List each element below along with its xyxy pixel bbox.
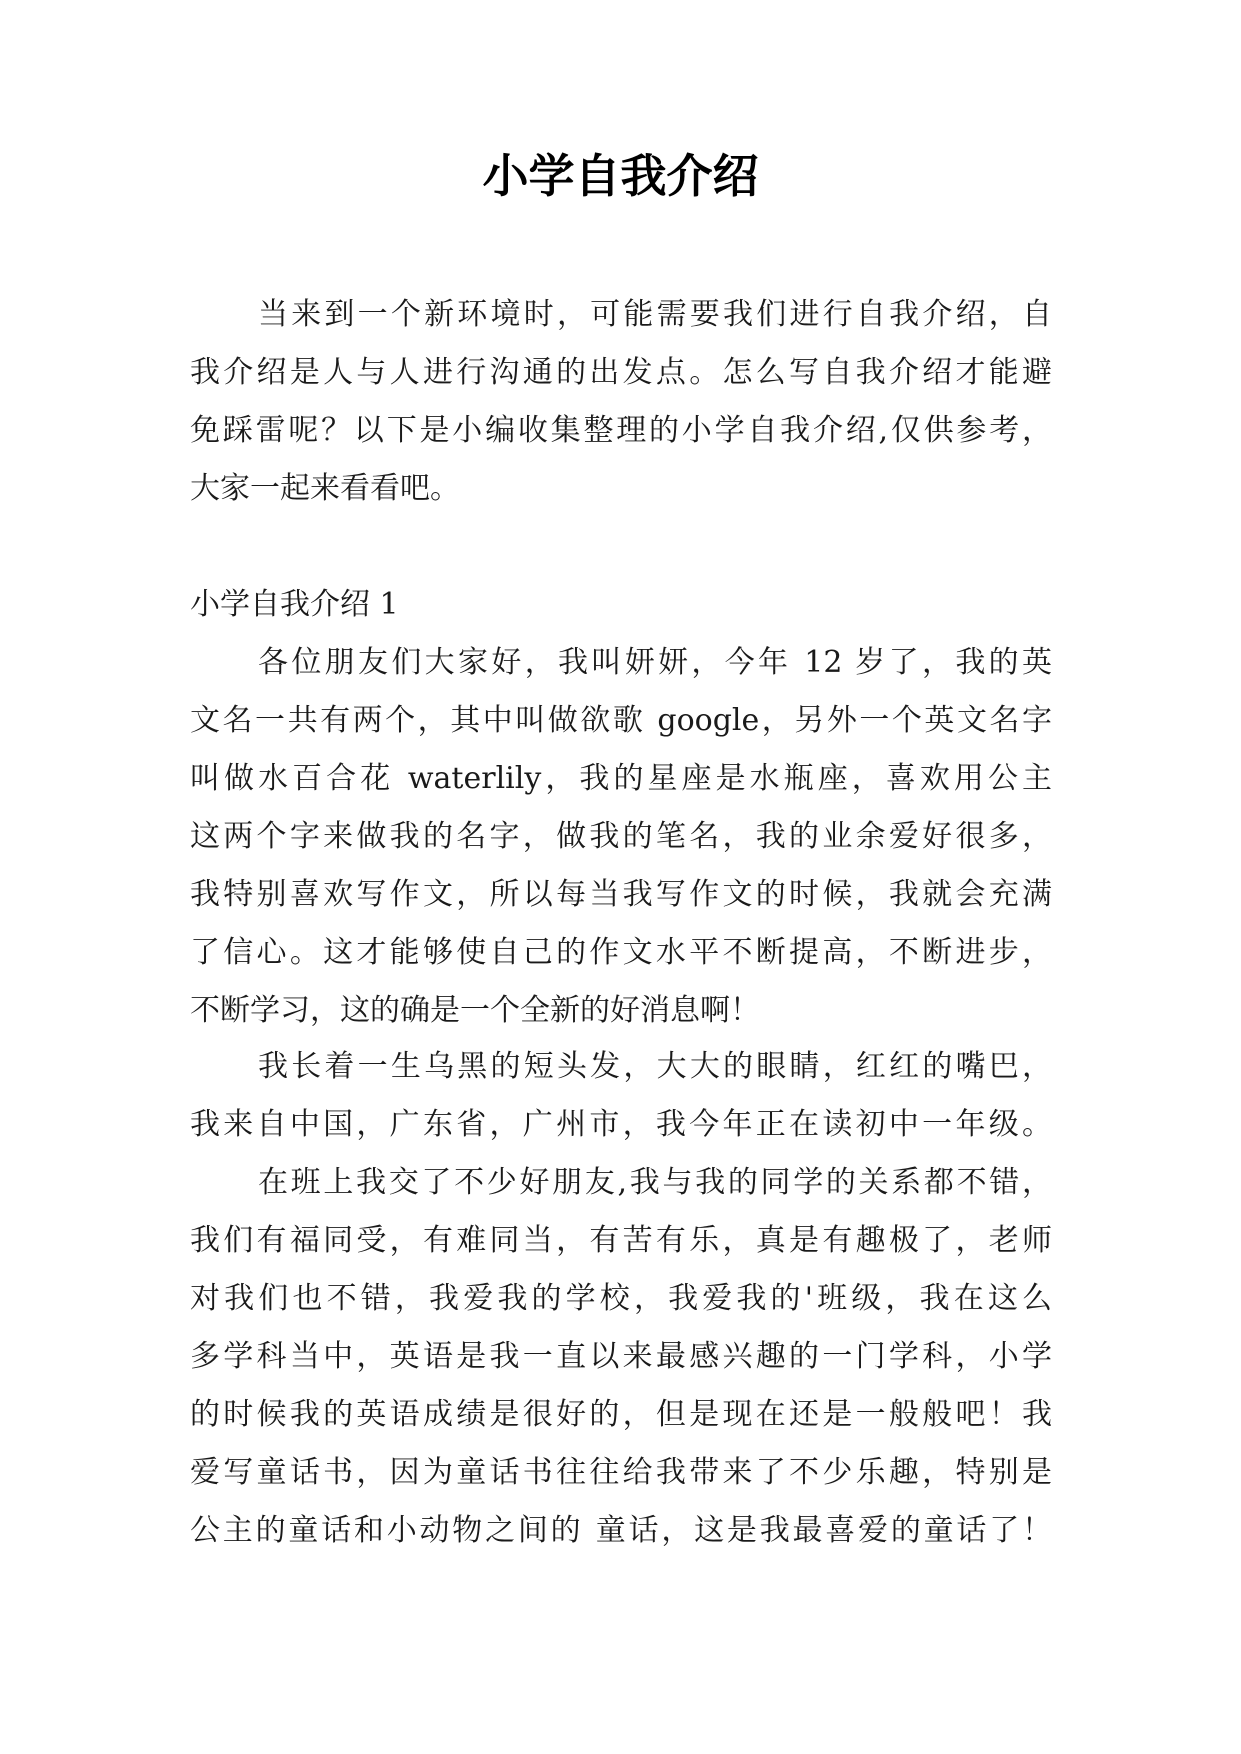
text-line: 不断学习，这的确是一个全新的好消息啊！ bbox=[190, 993, 760, 1028]
paragraph-1 bbox=[190, 634, 1052, 1040]
text-line: 爱写童话书，因为童话书往往给我带来了不少乐趣，特别是 bbox=[190, 1455, 1052, 1490]
text-line: 公主的童话和小动物之间的 童话，这是我最喜爱的童话了！ bbox=[190, 1513, 1052, 1548]
text-line: 当来到一个新环境时，可能需要我们进行自我介绍，自 bbox=[258, 297, 1052, 332]
paragraph-2 bbox=[190, 1038, 1052, 1154]
text-line: 我特别喜欢写作文，所以每当我写作文的时候，我就会充满 bbox=[190, 877, 1052, 912]
text-line: 免踩雷呢？以下是小编收集整理的小学自我介绍,仅供参考， bbox=[190, 413, 1052, 448]
text-line: 多学科当中，英语是我一直以来最感兴趣的一门学科，小学 bbox=[190, 1339, 1052, 1374]
text-line: 叫做水百合花 waterlily，我的星座是水瓶座，喜欢用公主 bbox=[190, 761, 1052, 796]
text-line: 在班上我交了不少好朋友,我与我的同学的关系都不错， bbox=[258, 1165, 1052, 1200]
section-heading: 小学自我介绍 1 bbox=[190, 587, 399, 622]
paragraph-3 bbox=[190, 1154, 1052, 1560]
intro-paragraph bbox=[190, 286, 1052, 518]
text-line: 对我们也不错，我爱我的学校，我爱我的'班级，我在这么 bbox=[190, 1281, 1052, 1316]
text-line: 文名一共有两个，其中叫做欲歌 google，另外一个英文名字 bbox=[190, 703, 1052, 738]
text-line: 我长着一生乌黑的短头发，大大的眼睛，红红的嘴巴， bbox=[258, 1049, 1052, 1084]
page-title: 小学自我介绍 bbox=[482, 149, 759, 203]
text-line: 了信心。这才能够使自己的作文水平不断提高，不断进步， bbox=[190, 935, 1052, 970]
text-line: 我介绍是人与人进行沟通的出发点。怎么写自我介绍才能避 bbox=[190, 355, 1052, 390]
text-line: 的时候我的英语成绩是很好的，但是现在还是一般般吧！我 bbox=[190, 1397, 1052, 1432]
text-line: 各位朋友们大家好，我叫妍妍，今年 12 岁了，我的英 bbox=[258, 645, 1052, 680]
text-line: 我来自中国，广东省，广州市，我今年正在读初中一年级。 bbox=[190, 1107, 1052, 1142]
text-line: 这两个字来做我的名字，做我的笔名，我的业余爱好很多， bbox=[190, 819, 1052, 854]
text-line: 大家一起来看看吧。 bbox=[190, 471, 460, 506]
text-line: 我们有福同受，有难同当，有苦有乐，真是有趣极了，老师 bbox=[190, 1223, 1052, 1258]
